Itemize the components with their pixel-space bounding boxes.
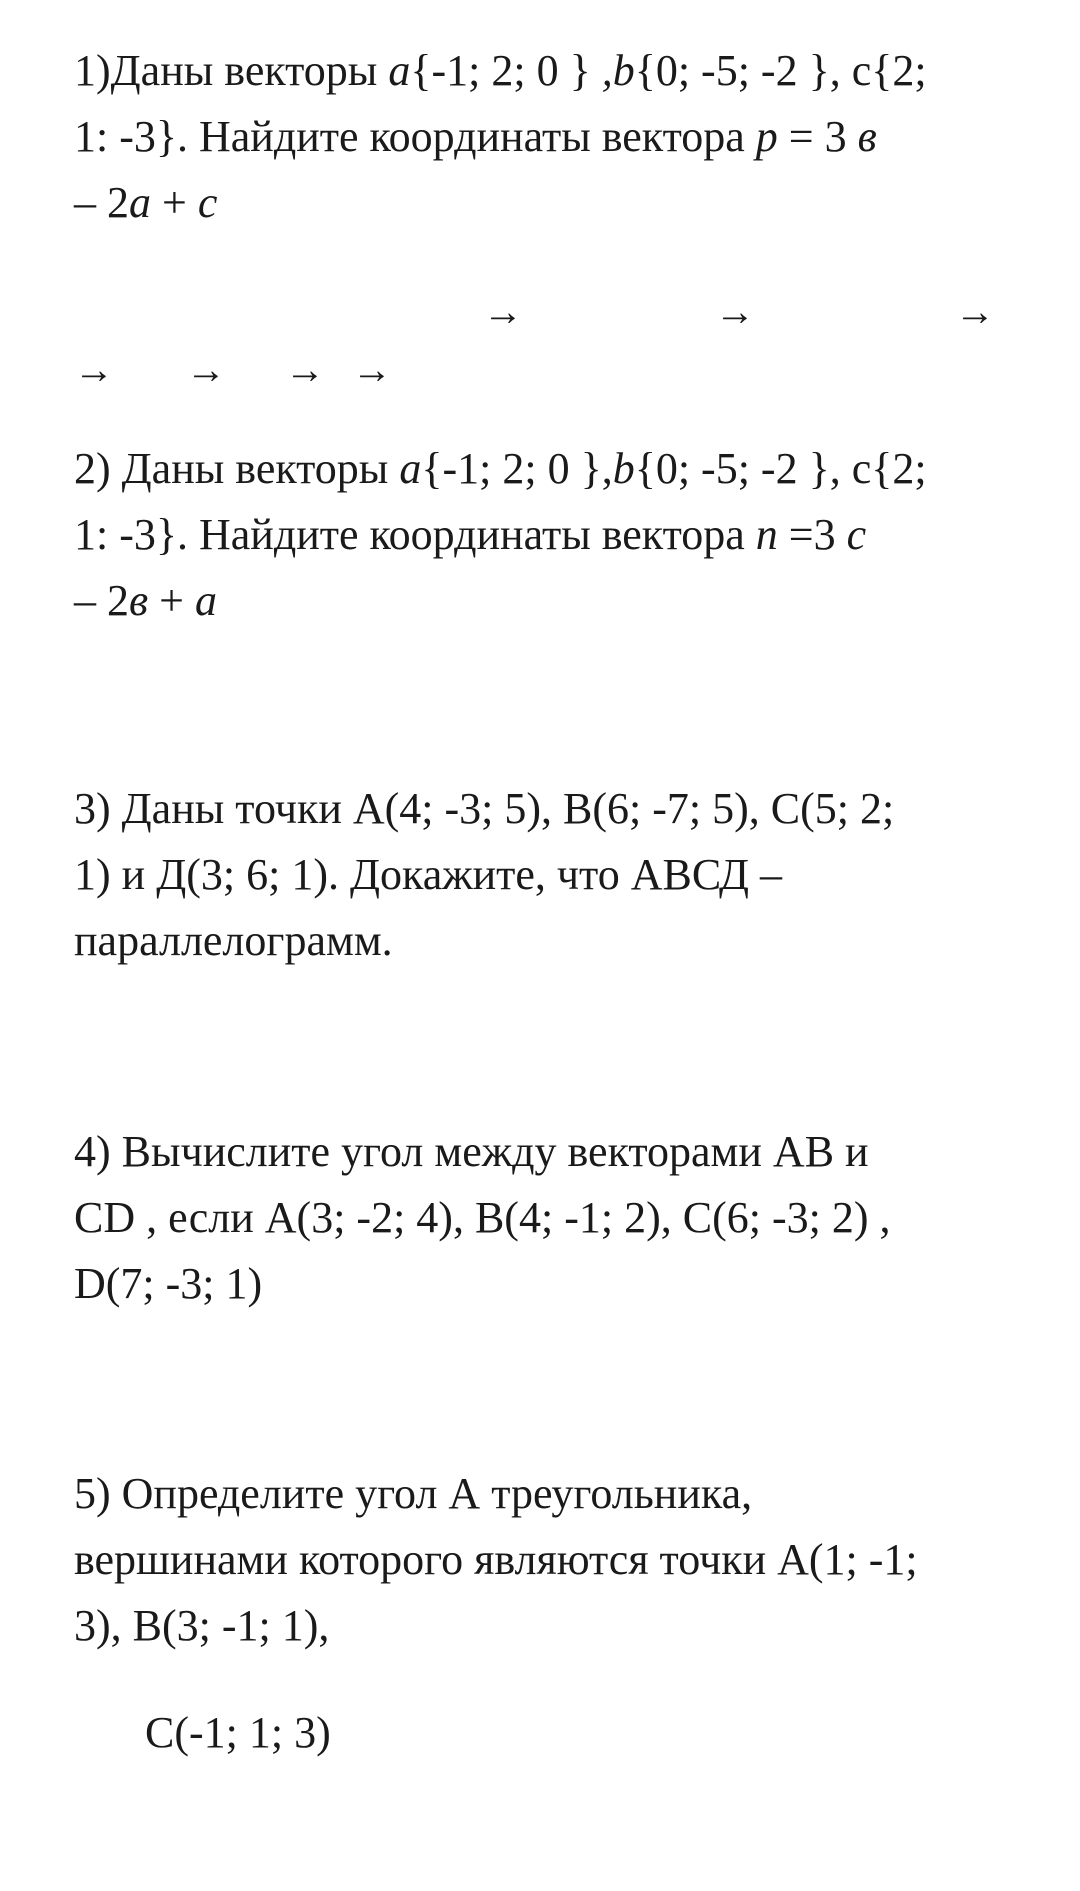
problem-4-line-1: 4) Вычислите угол между векторами AB и (74, 1127, 869, 1176)
problem-5-point-c: C(-1; 1; 3) (145, 1708, 331, 1757)
vector-arrows-row-2 (0, 340, 1080, 400)
problem-2-line-1: 2) Даны векторы a{-1; 2; 0 },b{0; -5; -2 }, c{2; (74, 444, 927, 493)
vector-arrow-icon: → (483, 289, 523, 334)
problem-2-line-2: 1: -3}. Найдите координаты вектора п =3 c (74, 510, 867, 559)
vector-arrows-row-1 (0, 282, 1080, 342)
problem-3 (74, 776, 1034, 974)
problem-2-line-3: – 2в + a (74, 576, 217, 625)
problem-4 (74, 1119, 1034, 1317)
problem-2 (74, 436, 1034, 634)
problem-4-line-2: CD , если A(3; -2; 4), B(4; -1; 2), C(6; -3; 2) , (74, 1193, 891, 1242)
problem-1 (74, 38, 1034, 236)
problem-1-line-2: 1: -3}. Найдите координаты вектора p = 3 в (74, 112, 877, 161)
vector-arrow-icon: → (955, 289, 995, 334)
vector-arrow-icon: → (352, 347, 392, 392)
problem-5-line-3: 3), В(3; -1; 1), (74, 1601, 330, 1650)
problem-4-line-3: D(7; -3; 1) (74, 1259, 263, 1308)
problem-5-line-2: вершинами которого являются точки А(1; -1; (74, 1535, 918, 1584)
problem-3-line-1: 3) Даны точки А(4; -3; 5), В(6; -7; 5), С(5; 2; (74, 784, 895, 833)
vector-arrow-icon: → (285, 347, 325, 392)
vector-arrow-icon: → (74, 347, 114, 392)
problem-5 (74, 1461, 1034, 1659)
problem-3-line-3: параллелограмм. (74, 916, 393, 965)
vector-arrow-icon: → (186, 347, 226, 392)
problem-3-line-2: 1) и Д(3; 6; 1). Докажите, что АВСД – (74, 850, 782, 899)
problem-1-line-3: – 2a + c (74, 178, 218, 227)
problem-5-line-1: 5) Определите угол А треугольника, (74, 1469, 753, 1518)
vector-arrow-icon: → (715, 289, 755, 334)
problem-1-line-1: 1)Даны векторы a{-1; 2; 0 } ,b{0; -5; -2 }, c{2; (74, 46, 927, 95)
